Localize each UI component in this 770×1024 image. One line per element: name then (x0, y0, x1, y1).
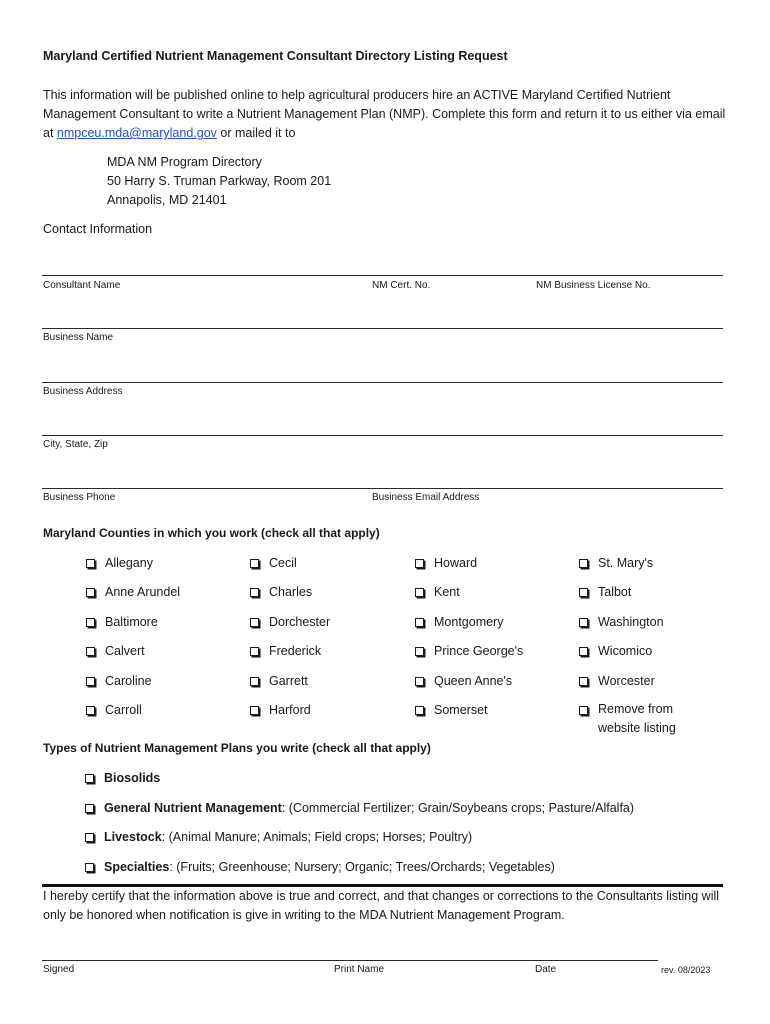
plan-general-nutrient-management[interactable]: General Nutrient Management: (Commercial Fertilizer; Grain/Soybeans crops; Pasture/Alfalfa) (85, 801, 634, 815)
date-label: Date (535, 964, 557, 975)
county-carroll[interactable]: Carroll (86, 703, 142, 717)
county-harford[interactable]: Harford (250, 703, 311, 717)
business-name-line[interactable] (42, 328, 723, 329)
email-link[interactable]: nmpceu.mda@maryland.gov (56, 126, 217, 140)
counties-heading: Maryland Counties in which you work (check all that apply) (43, 526, 380, 540)
revision-label: rev. 08/2023 (661, 965, 711, 975)
checkbox-icon[interactable] (579, 677, 588, 686)
checkbox-icon[interactable] (86, 588, 95, 597)
checkbox-icon[interactable] (579, 618, 588, 627)
county-washington[interactable]: Washington (579, 615, 664, 629)
county-kent[interactable]: Kent (415, 585, 460, 599)
checkbox-icon[interactable] (579, 706, 588, 715)
plan-specialties[interactable]: Specialties: (Fruits; Greenhouse; Nursery; Organic; Trees/Orchards; Vegetables) (85, 860, 555, 874)
checkbox-icon[interactable] (415, 706, 424, 715)
checkbox-icon[interactable] (579, 559, 588, 568)
county-frederick[interactable]: Frederick (250, 644, 321, 658)
county-queen-annes[interactable]: Queen Anne's (415, 674, 512, 688)
county-st-marys[interactable]: St. Mary's (579, 556, 653, 570)
address-line-1: MDA NM Program Directory (107, 155, 262, 169)
county-howard[interactable]: Howard (415, 556, 477, 570)
form-title: Maryland Certified Nutrient Management Consultant Directory Listing Request (43, 49, 508, 63)
business-address-line[interactable] (42, 382, 723, 383)
checkbox-icon[interactable] (415, 618, 424, 627)
address-line-2: 50 Harry S. Truman Parkway, Room 201 (107, 174, 332, 188)
checkbox-icon[interactable] (86, 618, 95, 627)
checkbox-icon[interactable] (85, 774, 94, 783)
certification-statement: I hereby certify that the information above is true and correct, and that changes or corrections to the Consultants listing will only be honored when notification is give in writing to the MDA Nutrient Management Program. (43, 889, 720, 922)
county-garrett[interactable]: Garrett (250, 674, 308, 688)
checkbox-icon[interactable] (250, 588, 259, 597)
plan-livestock[interactable]: Livestock: (Animal Manure; Animals; Field crops; Horses; Poultry) (85, 830, 472, 844)
county-caroline[interactable]: Caroline (86, 674, 152, 688)
business-phone-label: Business Phone (43, 492, 116, 503)
county-somerset[interactable]: Somerset (415, 703, 488, 717)
checkbox-icon[interactable] (85, 804, 94, 813)
checkbox-icon[interactable] (250, 677, 259, 686)
print-name-label: Print Name (334, 964, 385, 975)
intro-text-end: or mailed it to (216, 126, 296, 140)
business-name-label: Business Name (43, 332, 114, 343)
signed-label: Signed (43, 964, 75, 975)
county-allegany[interactable]: Allegany (86, 556, 153, 570)
nm-license-label: NM Business License No. (536, 280, 651, 291)
checkbox-icon[interactable] (415, 677, 424, 686)
checkbox-icon[interactable] (250, 618, 259, 627)
checkbox-icon[interactable] (86, 647, 95, 656)
business-address-label: Business Address (43, 386, 123, 397)
county-charles[interactable]: Charles (250, 585, 312, 599)
city-state-zip-line[interactable] (42, 435, 723, 436)
checkbox-icon[interactable] (250, 706, 259, 715)
contact-heading: Contact Information (43, 222, 153, 236)
intro-text: This information will be published online to help agricultural producers hire an ACTIVE Maryland Certified Nutrient Management Consultant to write a Nutrient Management Plan (NMP). Complete this form and return it to us either via email at (43, 88, 726, 140)
plans-heading: Types of Nutrient Management Plans you write (check all that apply) (43, 741, 431, 755)
county-prince-georges[interactable]: Prince George's (415, 644, 523, 658)
checkbox-icon[interactable] (86, 559, 95, 568)
checkbox-icon[interactable] (250, 559, 259, 568)
signature-line[interactable] (42, 960, 658, 961)
checkbox-icon[interactable] (85, 833, 94, 842)
consultant-row-line[interactable] (42, 275, 723, 276)
phone-email-line[interactable] (42, 488, 723, 489)
city-state-zip-label: City, State, Zip (43, 439, 108, 450)
checkbox-icon[interactable] (86, 677, 95, 686)
checkbox-icon[interactable] (415, 559, 424, 568)
intro-paragraph (43, 86, 733, 143)
county-anne-arundel[interactable]: Anne Arundel (86, 585, 180, 599)
checkbox-icon[interactable] (415, 647, 424, 656)
county-talbot[interactable]: Talbot (579, 585, 631, 599)
county-worcester[interactable]: Worcester (579, 674, 655, 688)
checkbox-icon[interactable] (579, 647, 588, 656)
plan-biosolids[interactable]: Biosolids (85, 771, 160, 785)
mailing-address (107, 153, 331, 210)
remove-from-listing-option[interactable]: Remove from website listing (579, 703, 676, 738)
checkbox-icon[interactable] (86, 706, 95, 715)
county-dorchester[interactable]: Dorchester (250, 615, 330, 629)
county-wicomico[interactable]: Wicomico (579, 644, 652, 658)
address-line-3: Annapolis, MD 21401 (107, 193, 227, 207)
county-calvert[interactable]: Calvert (86, 644, 145, 658)
consultant-name-label: Consultant Name (43, 280, 121, 291)
county-cecil[interactable]: Cecil (250, 556, 297, 570)
checkbox-icon[interactable] (579, 588, 588, 597)
checkbox-icon[interactable] (415, 588, 424, 597)
checkbox-icon[interactable] (250, 647, 259, 656)
nm-cert-label: NM Cert. No. (372, 280, 431, 291)
county-baltimore[interactable]: Baltimore (86, 615, 158, 629)
county-montgomery[interactable]: Montgomery (415, 615, 503, 629)
checkbox-icon[interactable] (85, 863, 94, 872)
business-email-label: Business Email Address (372, 492, 480, 503)
